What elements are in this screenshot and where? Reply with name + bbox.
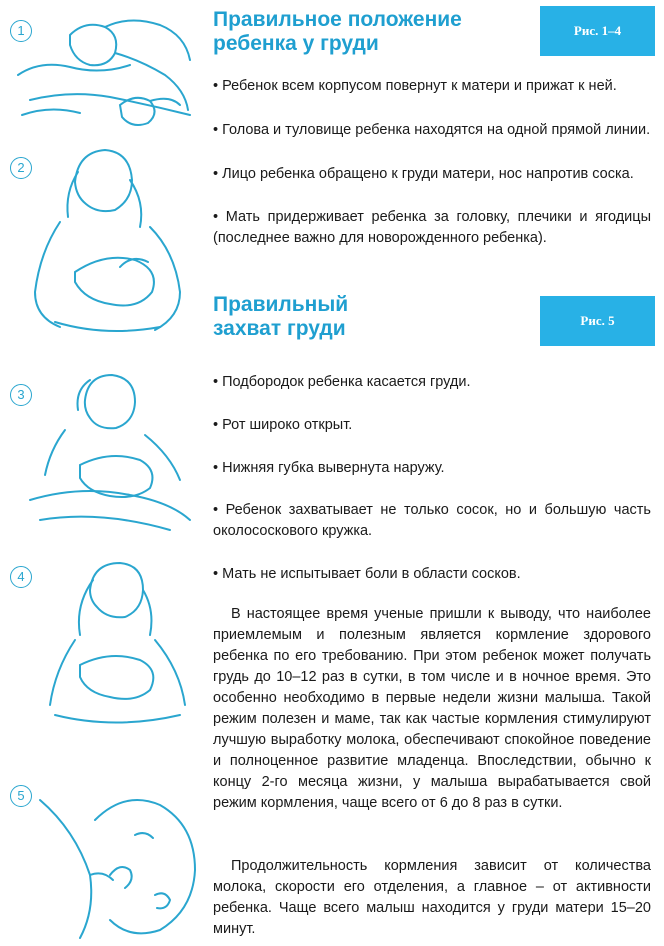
figure-number-2: 2: [10, 157, 32, 179]
bullet-item: • Нижняя губка вывернута наружу.: [213, 460, 445, 476]
bullet-item: • Голова и туловище ребенка находятся на одной прямой линии.: [213, 122, 651, 138]
figure-badge-1-4: Рис. 1–4: [540, 6, 655, 56]
bullet-item: • Рот широко открыт.: [213, 417, 353, 433]
illustration-lying-position: [10, 5, 200, 135]
title-line: ребенка у груди: [213, 32, 379, 55]
illustration-football-hold: [20, 370, 195, 540]
figure-number-1: 1: [10, 20, 32, 42]
section-title-correct-latch: [213, 293, 348, 341]
body-paragraph: Продолжительность кормления зависит от количества молока, скорости его отделения, а главное – от активности ребенка. Чаще всего малыш находится у груди матери 15–20 минут.: [213, 858, 651, 937]
illustration-latch-closeup: [35, 780, 200, 940]
illustration-cradle-hold: [20, 142, 195, 337]
figure-badge-5: Рис. 5: [540, 296, 655, 346]
bullet-item: • Лицо ребенка обращено к груди матери, нос напротив соска.: [213, 166, 634, 182]
bullet-item: • Подбородок ребенка касается груди.: [213, 374, 471, 390]
bullet-item: • Ребенок всем корпусом повернут к матери и прижат к ней.: [213, 78, 617, 94]
figure-number-5: 5: [10, 785, 32, 807]
bullet-item: • Мать не испытывает боли в области сосков.: [213, 566, 521, 582]
figure-number-4: 4: [10, 566, 32, 588]
bullet-item: • Мать придерживает ребенка за головку, плечики и ягодицы (последнее важно для новорожденного ребенка).: [213, 209, 651, 246]
title-line: Правильное положение: [213, 8, 462, 31]
title-line: захват груди: [213, 317, 346, 340]
bullet-item: • Ребенок захватывает не только сосок, но и большую часть околососкового кружка.: [213, 502, 651, 539]
body-paragraph: В настоящее время ученые пришли к выводу, что наиболее приемлемым и полезным является кормление здорового ребенка по его требованию. При этом ребенок может получать грудь до 10–12 раз в сутки, в том числе и в ночное время. Это особенно необходимо в первые недели жизни малыша. Такой режим полезен и маме, так как частые кормления стимулируют лучшую выработку молока, обеспечивают спокойное поведение и полноценное развитие младенца. Впоследствии, обычно к концу 2-го месяца жизни, у малыша вырабатывается свой режим кормления, чаще всего от 6 до 8 раз в сутки.: [213, 606, 651, 811]
title-line: Правильный: [213, 293, 349, 316]
illustration-sitting-feeding: [35, 555, 195, 735]
figure-number-3: 3: [10, 384, 32, 406]
section-title-correct-position: [213, 8, 462, 56]
